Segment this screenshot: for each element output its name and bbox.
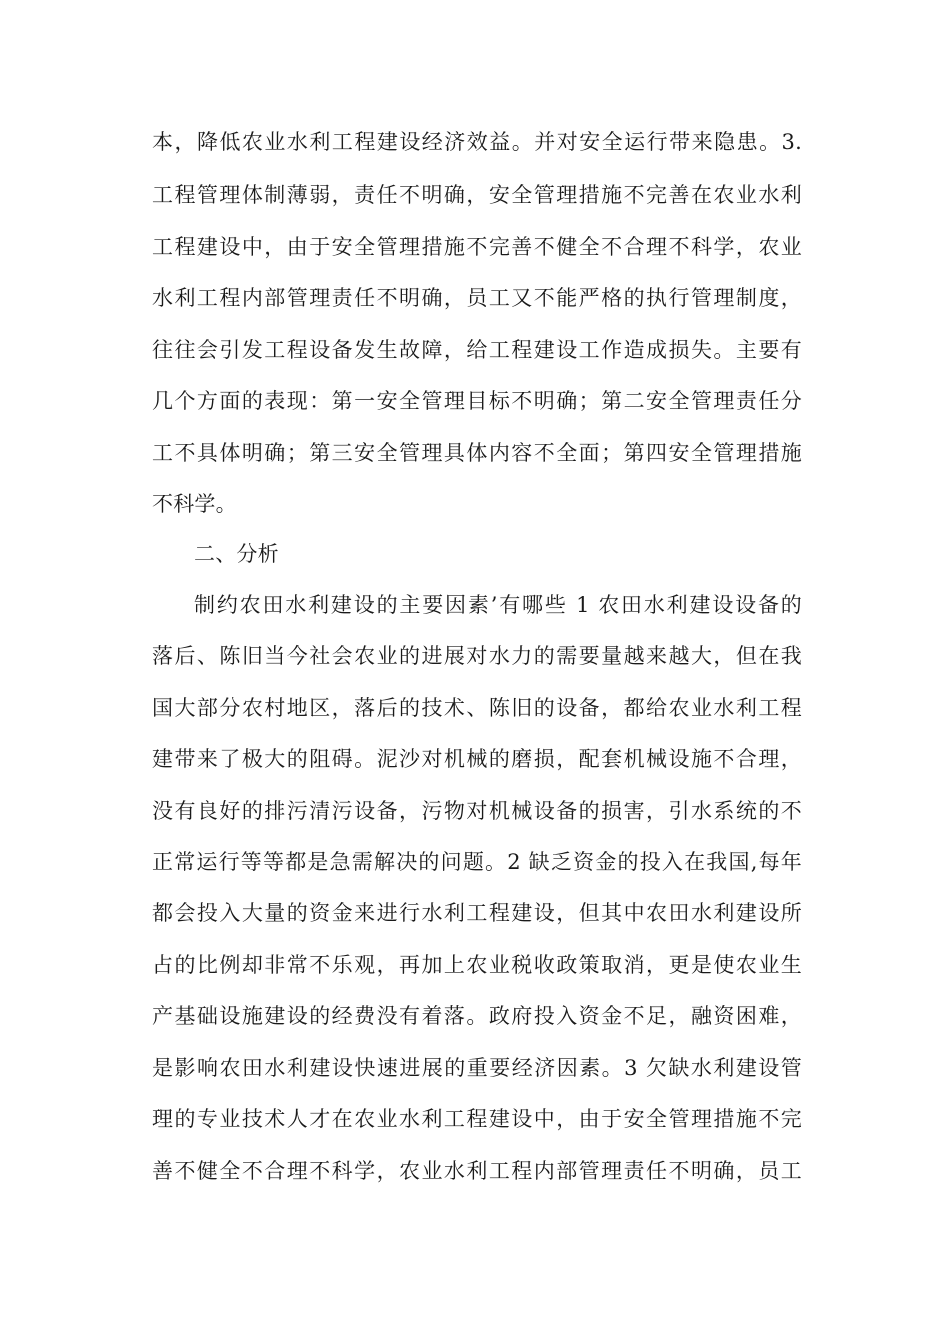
paragraph-1-line: 不科学。 [152, 492, 237, 516]
paragraph-2-line: 理的专业技术人才在农业水利工程建设中，由于安全管理措施不完 [152, 1107, 802, 1131]
paragraph-1-line: 几个方面的表现：第一安全管理目标不明确；第二安全管理责任分 [152, 389, 802, 413]
paragraph-2-line: 是影响农田水利建设快速进展的重要经济因素。3 欠缺水利建设管 [152, 1056, 802, 1080]
paragraph-1-line: 往往会引发工程设备发生故障，给工程建设工作造成损失。主要有 [152, 338, 802, 362]
paragraph-1-line: 工程建设中，由于安全管理措施不完善不健全不合理不科学，农业 [152, 235, 802, 259]
paragraph-2-line: 制约农田水利建设的主要因素’有哪些 1 农田水利建设设备的 [194, 593, 802, 617]
paragraph-2-line: 占的比例却非常不乐观，再加上农业税收政策取消，更是使农业生 [152, 953, 802, 977]
paragraph-2-line: 正常运行等等都是急需解决的问题。2 缺乏资金的投入在我国,每年 [152, 850, 802, 874]
paragraph-2-line: 都会投入大量的资金来进行水利工程建设，但其中农田水利建设所 [152, 901, 802, 925]
paragraph-2-line: 没有良好的排污清污设备，污物对机械设备的损害，引水系统的不 [152, 799, 802, 823]
paragraph-1-line: 水利工程内部管理责任不明确，员工又不能严格的执行管理制度， [152, 286, 802, 310]
section-heading: 二、分析 [194, 542, 279, 566]
paragraph-1-line: 工程管理体制薄弱，责任不明确，安全管理措施不完善在农业水利 [152, 183, 802, 207]
paragraph-2-line: 建带来了极大的阻碍。泥沙对机械的磨损，配套机械设施不合理， [152, 747, 802, 771]
paragraph-2-line: 国大部分农村地区，落后的技术、陈旧的设备，都给农业水利工程 [152, 696, 802, 720]
paragraph-2-line: 产基础设施建设的经费没有着落。政府投入资金不足，融资困难， [152, 1004, 802, 1028]
paragraph-2-line: 善不健全不合理不科学，农业水利工程内部管理责任不明确，员工 [152, 1159, 802, 1183]
paragraph-1-line: 本，降低农业水利工程建设经济效益。并对安全运行带来隐患。3. [152, 130, 802, 154]
paragraph-1-line: 工不具体明确；第三安全管理具体内容不全面；第四安全管理措施 [152, 441, 802, 465]
paragraph-2-line: 落后、陈旧当今社会农业的进展对水力的需要量越来越大，但在我 [152, 644, 802, 668]
